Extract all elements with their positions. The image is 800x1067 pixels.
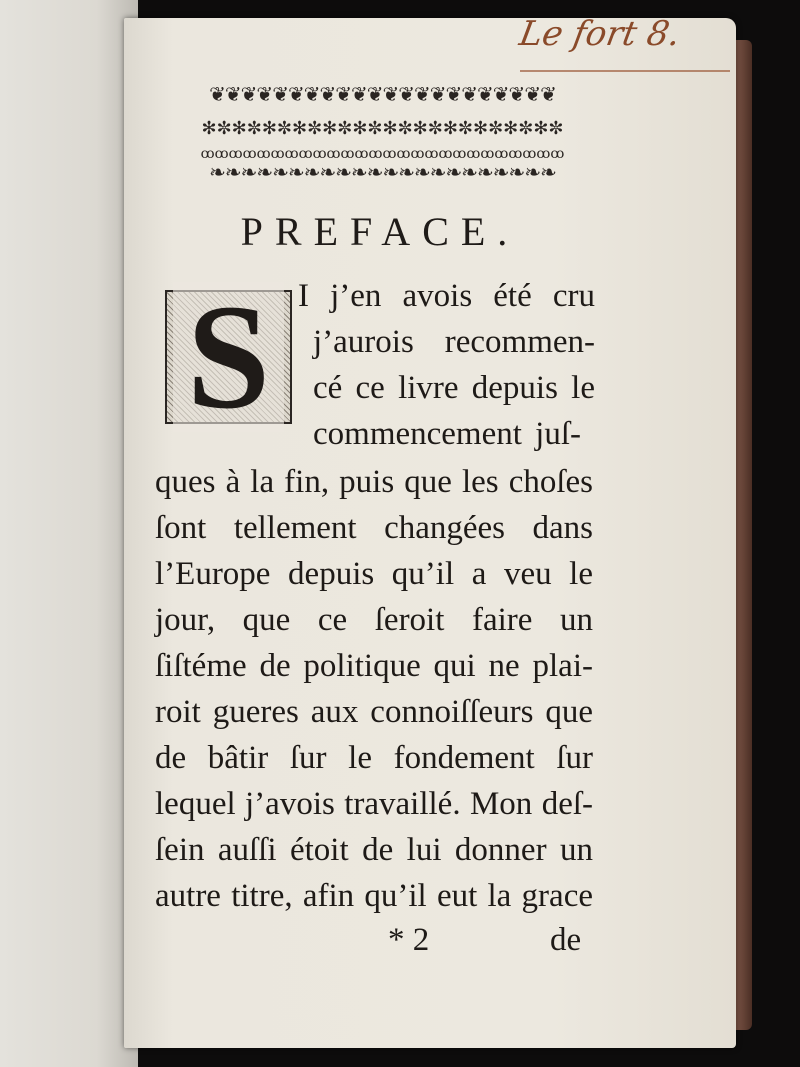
text-line: lequel j’avois travaillé. Mon deſ- [155, 786, 593, 822]
text-line: cé ce livre depuis le [313, 370, 595, 406]
text-line: ſein auſſi étoit de lui donner un [155, 832, 593, 868]
handwritten-underline [520, 70, 730, 72]
text-line: roit gueres aux connoiſſeurs que [155, 694, 593, 730]
text-line: ques à la fin, puis que les choſes [155, 464, 593, 500]
text-line: de bâtir ſur le fondement ſur [155, 740, 593, 776]
ornament-band-row: ꝏꝏꝏꝏꝏꝏꝏꝏꝏꝏꝏꝏꝏꝏꝏꝏꝏꝏꝏꝏꝏꝏꝏꝏꝏꝏ [200, 147, 565, 162]
signature-mark: * 2 [388, 922, 430, 958]
text-line: j’aurois recommen- [313, 324, 595, 360]
ornament-band-row: ❦❦❦❦❦❦❦❦❦❦❦❦❦❦❦❦❦❦❦❦❦❦ [209, 84, 556, 106]
text-line: ſont tellement changées dans [155, 510, 593, 546]
text-line: I j’en avois été cru [298, 278, 595, 314]
text-line: commencement juſ- [313, 416, 581, 452]
page-title: PREFACE. [240, 209, 520, 254]
text-line: ſiſtéme de politique qui ne plai- [155, 648, 593, 684]
handwritten-note: Le fort 8. [516, 14, 684, 54]
decorated-drop-cap [165, 274, 292, 440]
ornament-band-row: ❧❧❧❧❧❧❧❧❧❧❧❧❧❧❧❧❧❧❧❧❧❧ [209, 162, 556, 184]
text-line: autre titre, afin qu’il eut la grace [155, 878, 593, 914]
facing-page [0, 0, 138, 1067]
drop-cap-letter: S [173, 282, 284, 432]
text-line: l’Europe depuis qu’il a veu le [155, 556, 593, 592]
catchword: de [550, 922, 582, 958]
text-line: jour, que ce ſeroit faire un [155, 602, 593, 638]
ornament-band-row: ✻✼✻✼✻✼✻✼✻✼✻✼✻✼✻✼✻✼✻✼✻✼✻✼ [201, 118, 564, 138]
